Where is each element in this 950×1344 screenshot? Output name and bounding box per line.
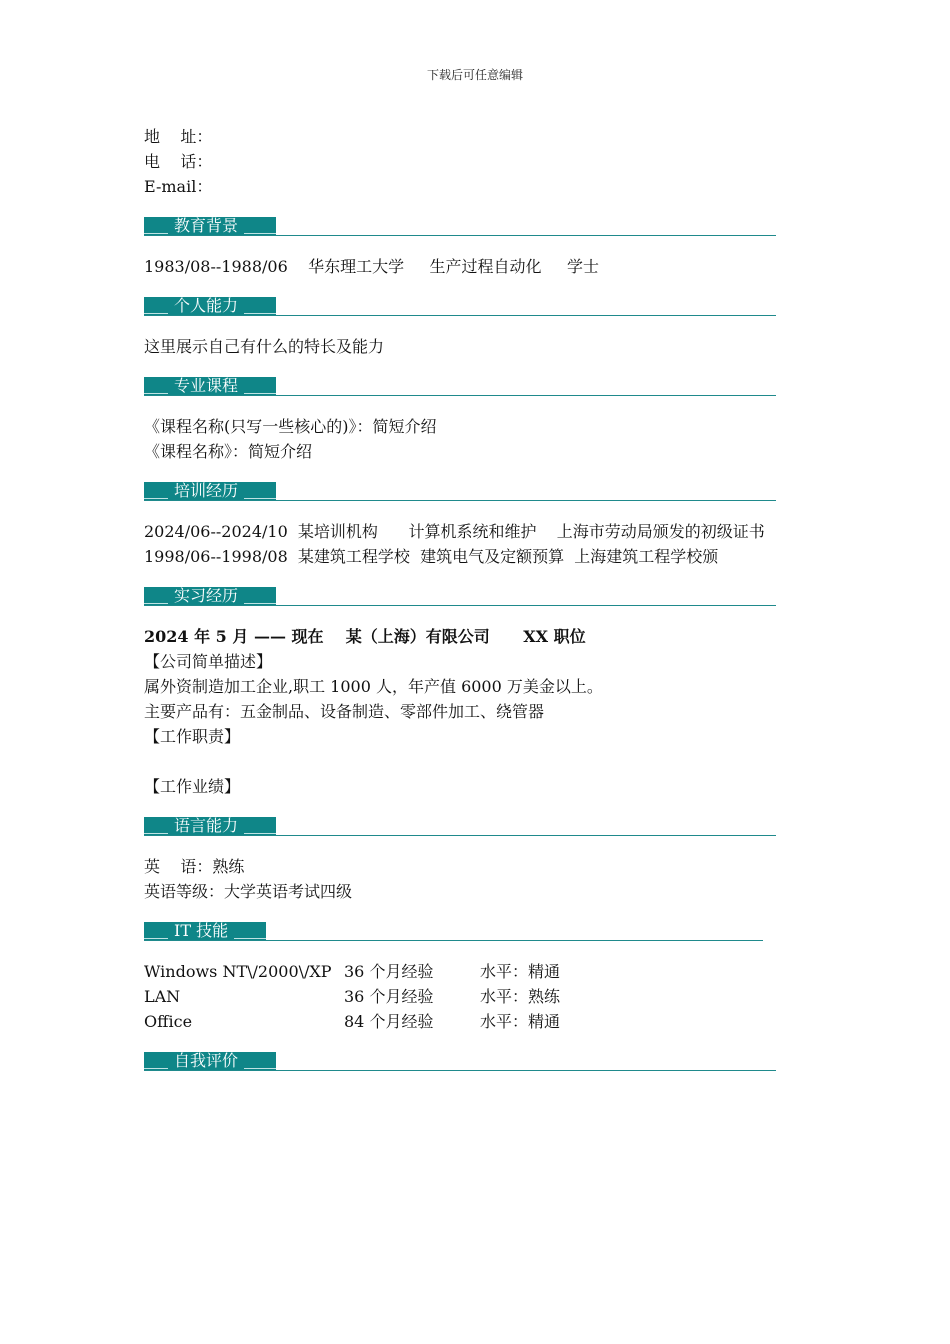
section-title-self: 自我评价 bbox=[144, 1052, 276, 1070]
address-line: 地 址： bbox=[144, 127, 213, 146]
achievements-label: 【工作业绩】 bbox=[144, 777, 241, 796]
section-title-ability: 个人能力 bbox=[144, 297, 276, 315]
resume-body bbox=[144, 124, 776, 1089]
section-heading-it bbox=[144, 920, 763, 941]
training-line: 1998/06--1998/08 某建筑工程学校 建筑电气及定额预算 上海建筑工程学校颁 bbox=[144, 547, 719, 566]
section-heading-self bbox=[144, 1050, 776, 1071]
it-skill-name: LAN bbox=[144, 987, 181, 1006]
section-title-training: 培训经历 bbox=[144, 482, 276, 500]
it-skill-level: 水平：精通 bbox=[480, 1012, 561, 1031]
education-entry: 1983/08--1988/06 华东理工大学 生产过程自动化 学士 bbox=[144, 257, 599, 276]
email-line: E-mail： bbox=[144, 177, 213, 196]
section-heading-education bbox=[144, 215, 776, 236]
section-heading-training bbox=[144, 480, 776, 501]
language-line: 英 语：熟练 bbox=[144, 857, 245, 876]
section-title-it: IT 技能 bbox=[144, 922, 266, 940]
section-title-language: 语言能力 bbox=[144, 817, 276, 835]
it-skill-name: Windows NT\/2000\/XP bbox=[144, 962, 332, 981]
course-line: 《课程名称(只写一些核心的)》：简短介绍 bbox=[144, 417, 437, 436]
it-skill-level: 水平：精通 bbox=[480, 962, 561, 981]
training-line: 2024/06--2024/10 某培训机构 计算机系统和维护 上海市劳动局颁发的初级证书 bbox=[144, 522, 765, 541]
it-skill-row bbox=[144, 1009, 776, 1034]
language-line: 英语等级：大学英语考试四级 bbox=[144, 882, 353, 901]
section-title-courses: 专业课程 bbox=[144, 377, 276, 395]
course-line: 《课程名称》：简短介绍 bbox=[144, 442, 313, 461]
it-skill-level: 水平：熟练 bbox=[480, 987, 561, 1006]
company-desc-label: 【公司简单描述】 bbox=[144, 652, 273, 671]
section-title-internship: 实习经历 bbox=[144, 587, 276, 605]
it-skill-experience: 84 个月经验 bbox=[344, 1012, 434, 1031]
internship-headline: 2024 年 5 月 —— 现在 某（上海）有限公司 XX 职位 bbox=[144, 627, 586, 646]
company-desc-line: 属外资制造加工企业,职工 1000 人，年产值 6000 万美金以上。 bbox=[144, 677, 603, 696]
section-heading-ability bbox=[144, 295, 776, 316]
section-heading-internship bbox=[144, 585, 776, 606]
it-skill-name: Office bbox=[144, 1012, 193, 1031]
duties-label: 【工作职责】 bbox=[144, 727, 241, 746]
it-skill-row bbox=[144, 959, 776, 984]
duties-blank bbox=[144, 749, 776, 774]
page-header-note: 下载后可任意编辑 bbox=[426, 68, 523, 82]
ability-text: 这里展示自己有什么的特长及能力 bbox=[144, 337, 385, 356]
section-heading-courses bbox=[144, 375, 776, 396]
it-skill-row bbox=[144, 984, 776, 1009]
it-skill-experience: 36 个月经验 bbox=[344, 962, 434, 981]
it-skill-experience: 36 个月经验 bbox=[344, 987, 434, 1006]
section-title-education: 教育背景 bbox=[144, 217, 276, 235]
phone-line: 电 话： bbox=[144, 152, 213, 171]
section-heading-language bbox=[144, 815, 776, 836]
company-desc-line: 主要产品有：五金制品、设备制造、零部件加工、绕管器 bbox=[144, 702, 545, 721]
